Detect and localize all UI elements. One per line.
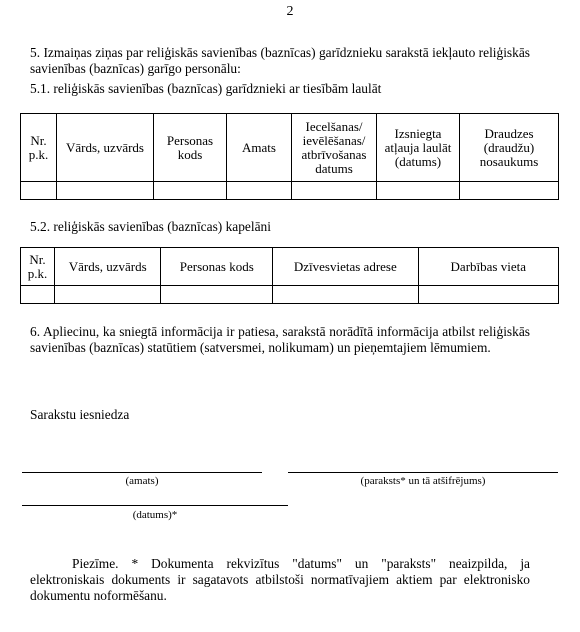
col-parish-name: Draudzes (draudžu) nosaukums (460, 114, 559, 182)
page-number: 2 (286, 4, 294, 19)
section-6-text: 6. Apliecinu, ka sniegtā informācija ir patiesa, sarakstā norādītā informācija atbilst reliģiskās savienības (baznīcas) statūtiem (satversmei, nolikumam) un pieņemtajiem lēmumiem. (30, 324, 530, 355)
clergy-table (20, 113, 559, 200)
section-5-heading: 5. Izmaiņas ziņas par reliģiskās savienības (baznīcas) garīdznieku sarakstā iekļauto reliģiskās savienības (baznīcas) garīgo personālu: (30, 45, 530, 76)
section-5-2-title: 5.2. reliģiskās savienības (baznīcas) kapelāni (30, 219, 271, 234)
footnote-text: Piezīme. * Dokumenta rekvizītus "datums" un "paraksts" neaizpilda, ja elektroniskais dokuments ir sagatavots atbilstoši normatīvajiem aktiem par elektronisko dokumentu noformēšanu. (30, 556, 530, 603)
col-name: Vārds, uzvārds (54, 248, 161, 286)
submitter-label: Sarakstu iesniedza (30, 407, 130, 422)
col-marriage-permit: Izsniegta atļauja laulāt (datums) (377, 114, 460, 182)
chaplains-table (20, 247, 559, 304)
date-line (22, 505, 288, 506)
signature-caption: (paraksts* un tā atšifrējums) (360, 475, 486, 487)
col-nr: Nr. p.k. (21, 114, 57, 182)
col-position: Amats (227, 114, 292, 182)
signature-line (288, 472, 558, 473)
section-5-1-title: 5.1. reliģiskās savienības (baznīcas) garīdznieki ar tiesībām laulāt (30, 81, 382, 96)
footnote (30, 556, 530, 604)
col-name: Vārds, uzvārds (57, 114, 154, 182)
col-appointment-date: Iecelšanas/ ievēlēšanas/ atbrīvošanas datums (292, 114, 377, 182)
position-caption: (amats) (125, 475, 159, 487)
table-row (21, 286, 559, 304)
position-line (22, 472, 262, 473)
col-personal-code: Personas kods (161, 248, 273, 286)
col-nr: Nr. p.k. (21, 248, 55, 286)
col-workplace: Darbības vieta (418, 248, 558, 286)
chaplains-table-header (21, 248, 559, 286)
table-row (21, 182, 559, 200)
clergy-table-header (21, 114, 559, 182)
col-address: Dzīvesvietas adrese (273, 248, 419, 286)
col-personal-code: Personas kods (154, 114, 227, 182)
date-caption: (datums)* (132, 509, 178, 521)
